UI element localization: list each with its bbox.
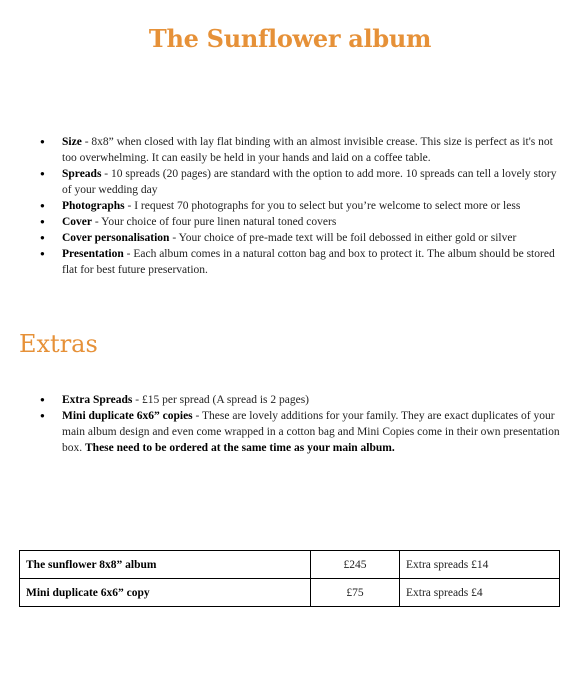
item-label: Photographs — [62, 200, 125, 212]
pricing-price: £75 — [311, 579, 400, 607]
list-item — [40, 246, 560, 278]
extras-list — [40, 392, 560, 456]
table-row — [20, 579, 560, 607]
list-item — [40, 198, 560, 214]
item-text: - Each album comes in a natural cotton bag and box to protect it. The album should be stored flat for best future preservation. — [62, 248, 555, 276]
pricing-item: Mini duplicate 6x6” copy — [20, 579, 311, 607]
list-item — [40, 166, 560, 198]
title-prefix: The — [148, 24, 207, 53]
item-label: Extra Spreads — [62, 394, 133, 406]
item-text: - These are lovely additions for your family. They are exact duplicates of your main album design and even come wrapped in a cotton bag and Mini Copies come in their own presentation box. — [62, 410, 560, 454]
list-item — [40, 134, 560, 166]
table-row — [20, 551, 560, 579]
item-text: - 10 spreads (20 pages) are standard with the option to add more. 10 spreads can tell a lovely story of your wedding day — [62, 168, 557, 196]
pricing-price: £245 — [311, 551, 400, 579]
item-label: Cover personalisation — [62, 232, 170, 244]
page-title — [0, 24, 580, 53]
list-item — [40, 230, 560, 246]
item-text: - Your choice of pre-made text will be foil debossed in either gold or silver — [169, 232, 517, 244]
item-label: Mini duplicate 6x6” copies — [62, 410, 193, 422]
item-text: - Your choice of four pure linen natural toned covers — [92, 216, 337, 228]
pricing-extra: Extra spreads £4 — [400, 579, 560, 607]
title-emphasis: Sunflower — [206, 24, 341, 53]
title-suffix: album — [340, 24, 432, 53]
pricing-extra: Extra spreads £14 — [400, 551, 560, 579]
list-item — [40, 214, 560, 230]
item-label: Presentation — [62, 248, 124, 260]
list-item — [40, 392, 560, 408]
item-note: These need to be ordered at the same time as your main album. — [85, 442, 395, 454]
item-text: - I request 70 photographs for you to select but you’re welcome to select more or less — [124, 200, 521, 212]
list-item — [40, 408, 560, 456]
item-text: - 8x8” when closed with lay flat binding with an almost invisible crease. This size is perfect as it's not too overwhelming. It can easily be held in your hands and laid on a coffee table. — [62, 136, 553, 164]
item-label: Cover — [62, 216, 93, 228]
feature-list — [40, 134, 560, 278]
extras-heading: Extras — [19, 330, 98, 358]
pricing-table — [19, 550, 560, 607]
pricing-item: The sunflower 8x8” album — [20, 551, 311, 579]
item-text: - £15 per spread (A spread is 2 pages) — [132, 394, 310, 406]
item-label: Spreads — [62, 168, 102, 180]
item-label: Size — [62, 136, 82, 148]
